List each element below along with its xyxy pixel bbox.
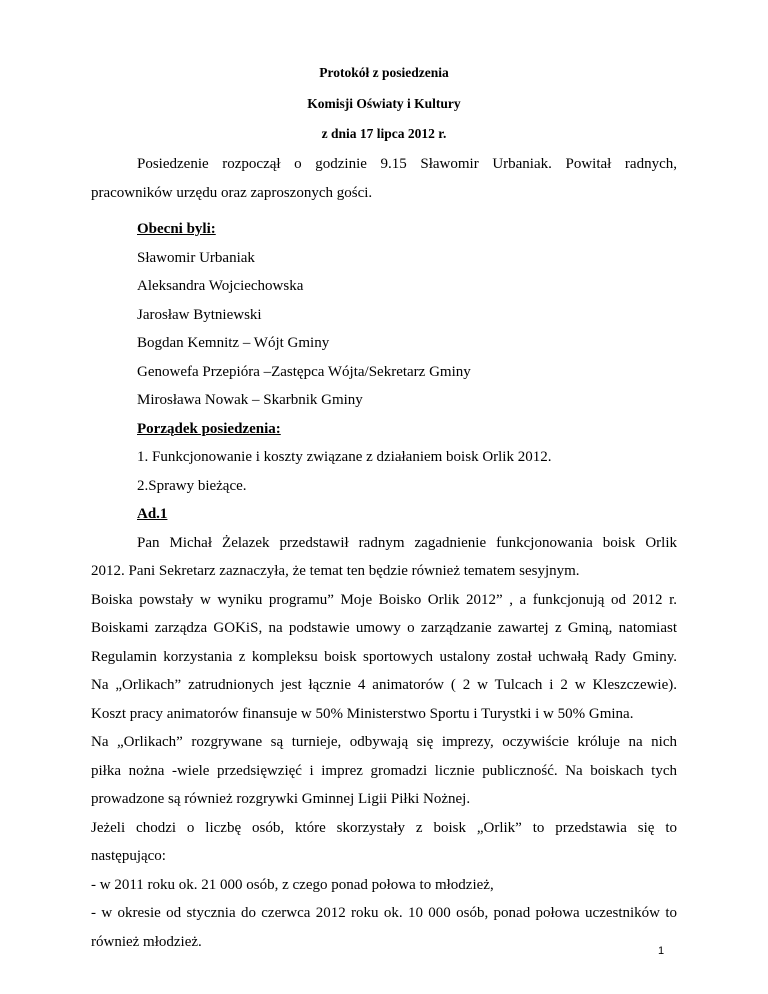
title-line-1: Protokół z posiedzenia <box>319 65 449 80</box>
agenda-item: 2.Sprawy bieżące. <box>137 477 247 494</box>
page-number: 1 <box>658 945 665 957</box>
body-line: piłka nożna -wiele przedsięwzięć i imprez gromadzi licznie publiczność. Na boiskach tych <box>91 762 677 779</box>
body-line: Na „Orlikach” rozgrywane są turnieje, odbywają się imprezy, oczywiście króluje na nich <box>91 734 677 750</box>
body-line: również młodzież. <box>91 933 202 950</box>
intro-line: Posiedzenie rozpoczął o godzinie 9.15 Sławomir Urbaniak. Powitał radnych, <box>137 156 677 172</box>
title-line-3: z dnia 17 lipca 2012 r. <box>321 126 447 141</box>
agenda-heading: Porządek posiedzenia: <box>137 420 281 437</box>
body-line: - w okresie od stycznia do czerwca 2012 roku ok. 10 000 osób, ponad połowa uczestników to <box>91 905 677 921</box>
body-line: 2012. Pani Sekretarz zaznaczyła, że temat ten będzie również tematem sesyjnym. <box>91 563 580 579</box>
body-line: - w 2011 roku ok. 21 000 osób, z czego ponad połowa to młodzież, <box>91 876 494 893</box>
attendee-item: Genowefa Przepióra –Zastępca Wójta/Sekretarz Gminy <box>137 363 471 380</box>
body-line: Pan Michał Żelazek przedstawił radnym zagadnienie funkcjonowania boisk Orlik <box>137 534 677 551</box>
attendees-heading: Obecni byli: <box>137 221 216 237</box>
attendee-item: Aleksandra Wojciechowska <box>137 278 304 294</box>
attendee-item: Mirosława Nowak – Skarbnik Gminy <box>137 392 363 408</box>
body-line: Na „Orlikach” zatrudnionych jest łącznie 4 animatorów ( 2 w Tulcach i 2 w Kleszczewie). <box>91 677 677 693</box>
body-line: następująco: <box>91 848 166 864</box>
title-line-2: Komisji Oświaty i Kultury <box>307 96 461 111</box>
body-line: Koszt pracy animatorów finansuje w 50% Ministerstwo Sportu i Turystki i w 50% Gmina. <box>91 705 634 722</box>
agenda-item: 1. Funkcjonowanie i koszty związane z działaniem boisk Orlik 2012. <box>137 449 552 465</box>
body-line: prowadzone są również rozgrywki Gminnej Ligii Piłki Nożnej. <box>91 791 471 807</box>
body-line: Boiska powstały w wyniku programu” Moje Boisko Orlik 2012” , a funkcjonują od 2012 r. <box>91 591 677 608</box>
intro-line: pracowników urzędu oraz zaproszonych gości. <box>91 184 373 201</box>
attendee-item: Jarosław Bytniewski <box>137 306 262 323</box>
attendee-item: Bogdan Kemnitz – Wójt Gminy <box>137 335 330 351</box>
ad1-heading: Ad.1 <box>137 506 168 522</box>
body-line: Boiskami zarządza GOKiS, na podstawie umowy o zarządzanie zawartej z Gminą, natomiast <box>91 620 677 636</box>
body-line: Regulamin korzystania z kompleksu boisk sportowych ustalony został uchwałą Rady Gminy. <box>91 648 677 665</box>
document-body <box>91 150 677 956</box>
body-line: Jeżeli chodzi o liczbę osób, które skorzystały z boisk „Orlik” to przedstawia się to <box>91 819 677 836</box>
attendee-item: Sławomir Urbaniak <box>137 249 255 266</box>
